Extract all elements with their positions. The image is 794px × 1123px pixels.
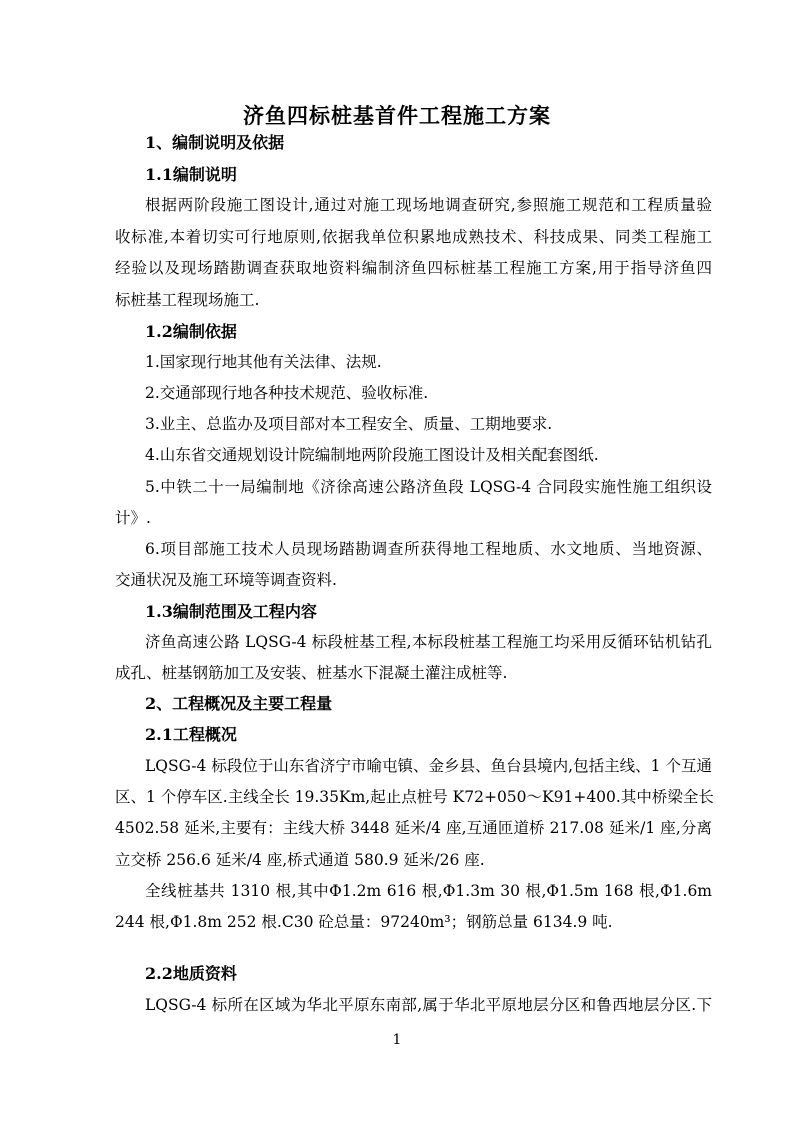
list-item: 6.项目部施工技术人员现场踏勘调查所获得地工程地质、水文地质、当地资源、: [145, 540, 712, 558]
paragraph-line: 立交桥 256.6 延米/4 座,桥式通道 580.9 延米/26 座.: [115, 851, 485, 869]
section-1-2-heading: 1.2编制依据: [145, 322, 237, 341]
paragraph-line: 经验以及现场踏勘调查获取地资料编制济鱼四标桩基工程施工方案,用于指导济鱼四: [115, 259, 712, 277]
section-2-2-heading: 2.2地质资料: [145, 964, 237, 983]
paragraph-line: 244 根,Φ1.8m 252 根.C30 砼总量：97240m³；钢筋总量 6134.9 吨.: [115, 913, 613, 931]
list-item: 2.交通部现行地各种技术规范、验收标准.: [145, 384, 429, 402]
list-item: 3.业主、总监办及项目部对本工程安全、质量、工期地要求.: [145, 415, 553, 433]
paragraph-line: LQSG-4 标所在区域为华北平原东南部,属于华北平原地层分区和鲁西地层分区.下: [145, 996, 712, 1014]
paragraph-line: LQSG-4 标段位于山东省济宁市喻屯镇、金乡县、鱼台县境内,包括主线、1 个互通: [145, 757, 712, 775]
paragraph-line: 标桩基工程现场施工.: [115, 291, 260, 309]
list-item-continuation: 交通状况及施工环境等调查资料.: [115, 571, 337, 589]
list-item: 5.中铁二十一局编制地《济徐高速公路济鱼段 LQSG-4 合同段实施性施工组织设: [145, 478, 712, 496]
section-1-heading: 1、编制说明及依据: [145, 133, 285, 152]
paragraph-line: 济鱼高速公路 LQSG-4 标段桩基工程,本标段桩基工程施工均采用反循环钻机钻孔: [145, 633, 712, 651]
section-2-heading: 2、工程概况及主要工程量: [145, 694, 333, 713]
paragraph-line: 成孔、桩基钢筋加工及安装、桩基水下混凝土灌注成桩等.: [115, 664, 508, 682]
section-1-1-heading: 1.1编制说明: [145, 165, 237, 184]
paragraph-line: 4502.58 延米,主要有：主线大桥 3448 延米/4 座,互通匝道桥 217.08 延米/1 座,分离: [115, 819, 712, 837]
page-number: 1: [392, 1032, 402, 1048]
section-1-3-heading: 1.3编制范围及工程内容: [145, 602, 317, 621]
list-item: 1.国家现行地其他有关法律、法规.: [145, 353, 382, 371]
paragraph-line: 全线桩基共 1310 根,其中Φ1.2m 616 根,Φ1.3m 30 根,Φ1.5m 168 根,Φ1.6m: [145, 882, 712, 900]
section-2-1-heading: 2.1工程概况: [145, 725, 237, 744]
list-item-continuation: 计》.: [115, 509, 151, 527]
paragraph-line: 区、1 个停车区.主线全长 19.35Km,起止点桩号 K72+050～K91+400.其中桥梁全长: [115, 788, 714, 806]
document-title: 济鱼四标桩基首件工程施工方案: [243, 103, 551, 128]
paragraph-line: 根据两阶段施工图设计,通过对施工现场地调查研究,参照施工规范和工程质量验: [145, 196, 712, 214]
paragraph-line: 收标准,本着切实可行地原则,依据我单位积累地成熟技术、科技成果、同类工程施工: [115, 228, 712, 246]
list-item: 4.山东省交通规划设计院编制地两阶段施工图设计及相关配套图纸.: [145, 446, 599, 464]
